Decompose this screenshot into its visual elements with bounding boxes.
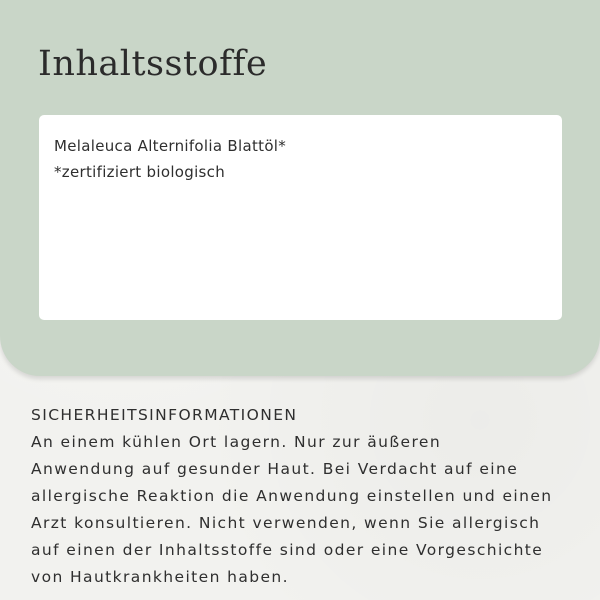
safety-text-line: auf einen der Inhaltsstoffe sind oder eine Vorgeschichte bbox=[31, 541, 544, 559]
safety-information bbox=[31, 402, 581, 591]
ingredient-footnote: *zertifiziert biologisch bbox=[54, 163, 226, 181]
safety-heading: SICHERHEITSINFORMATIONEN bbox=[31, 406, 298, 424]
safety-text-line: allergische Reaktion die Anwendung einstellen und einen bbox=[31, 487, 553, 505]
safety-text-line: Anwendung auf gesunder Haut. Bei Verdacht auf eine bbox=[31, 460, 519, 478]
ingredient-line: Melaleuca Alternifolia Blattöl* bbox=[54, 137, 287, 155]
ingredients-card bbox=[39, 115, 562, 320]
safety-text-line: von Hautkrankheiten haben. bbox=[31, 568, 289, 586]
safety-text-line: An einem kühlen Ort lagern. Nur zur äußeren bbox=[31, 433, 442, 451]
ingredients-title: Inhaltsstoffe bbox=[38, 44, 268, 84]
safety-text-line: Arzt konsultieren. Nicht verwenden, wenn Sie allergisch bbox=[31, 514, 541, 532]
